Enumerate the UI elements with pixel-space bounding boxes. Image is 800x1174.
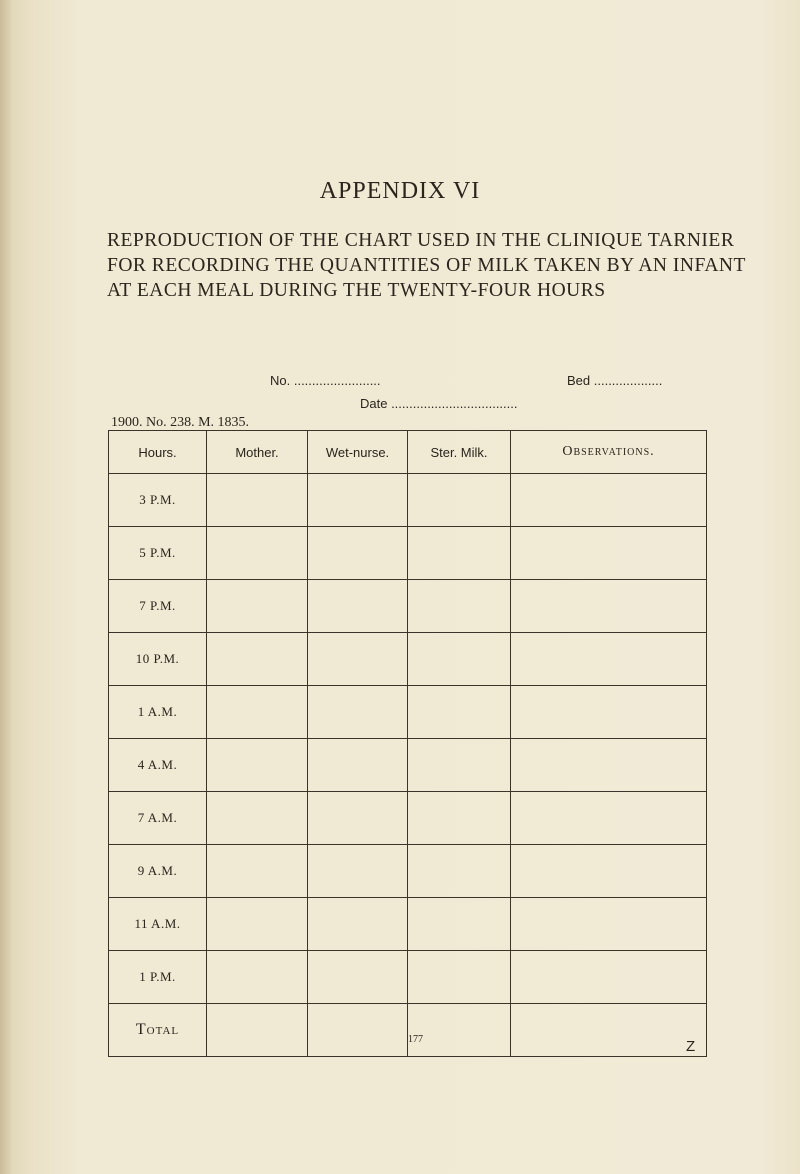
mother-cell [207, 951, 308, 1004]
mother-cell [207, 792, 308, 845]
observations-cell [511, 898, 707, 951]
observations-cell [511, 474, 707, 527]
table-row [109, 580, 707, 633]
ster-milk-cell [408, 792, 511, 845]
table-row [109, 845, 707, 898]
wet-nurse-total-cell [308, 1004, 408, 1057]
observations-cell [511, 633, 707, 686]
mother-cell [207, 580, 308, 633]
observations-cell [511, 527, 707, 580]
signature-mark: Z [686, 1038, 696, 1055]
wet-nurse-cell [308, 951, 408, 1004]
total-label: Total [109, 1004, 207, 1057]
header-wet-nurse: Wet-nurse. [308, 431, 408, 474]
mother-cell [207, 898, 308, 951]
hour-cell: 3 P.M. [109, 474, 207, 527]
wet-nurse-cell [308, 633, 408, 686]
wet-nurse-cell [308, 898, 408, 951]
ster-milk-cell [408, 633, 511, 686]
hour-cell: 9 A.M. [109, 845, 207, 898]
reference-line: 1900. No. 238. M. 1835. [111, 415, 250, 430]
ster-milk-cell [408, 898, 511, 951]
observations-cell [511, 951, 707, 1004]
page-number: 177 [408, 1034, 423, 1045]
wet-nurse-cell [308, 845, 408, 898]
ster-milk-cell [408, 474, 511, 527]
ster-milk-cell [408, 951, 511, 1004]
mother-cell [207, 739, 308, 792]
ster-milk-cell [408, 580, 511, 633]
hour-cell: 7 A.M. [109, 792, 207, 845]
mother-cell [207, 686, 308, 739]
observations-cell [511, 792, 707, 845]
hour-cell: 4 A.M. [109, 739, 207, 792]
hour-cell: 7 P.M. [109, 580, 207, 633]
header-hours: Hours. [109, 431, 207, 474]
table-row [109, 898, 707, 951]
table-row [109, 527, 707, 580]
date-field-label: Date ................................... [360, 396, 518, 411]
hour-cell: 1 P.M. [109, 951, 207, 1004]
ster-milk-cell [408, 527, 511, 580]
ster-milk-total-cell [408, 1004, 511, 1057]
table-header-row [109, 431, 707, 474]
observations-cell [511, 739, 707, 792]
total-row [109, 1004, 707, 1057]
table-row [109, 686, 707, 739]
number-field-label: No. ........................ [270, 373, 381, 388]
wet-nurse-cell [308, 686, 408, 739]
header-mother: Mother. [207, 431, 308, 474]
table-row [109, 792, 707, 845]
mother-cell [207, 633, 308, 686]
wet-nurse-cell [308, 527, 408, 580]
observations-total-cell [511, 1004, 707, 1057]
wet-nurse-cell [308, 580, 408, 633]
chart-subtitle: REPRODUCTION OF THE CHART USED IN THE CLINIQUE TARNIER FOR RECORDING THE QUANTITIES OF MILK TAKEN BY AN INFANT AT EACH MEAL DURING THE TWENTY-FOUR HOURS [107, 230, 746, 301]
wet-nurse-cell [308, 739, 408, 792]
ster-milk-cell [408, 845, 511, 898]
observations-cell [511, 580, 707, 633]
ster-milk-cell [408, 686, 511, 739]
mother-cell [207, 845, 308, 898]
wet-nurse-cell [308, 474, 408, 527]
table-row [109, 951, 707, 1004]
ster-milk-cell [408, 739, 511, 792]
mother-cell [207, 527, 308, 580]
page-spine-shadow [0, 0, 14, 1174]
hour-cell: 10 P.M. [109, 633, 207, 686]
header-observations: Observations. [511, 431, 707, 474]
header-ster-milk: Ster. Milk. [408, 431, 511, 474]
hour-cell: 5 P.M. [109, 527, 207, 580]
table-row [109, 739, 707, 792]
wet-nurse-cell [308, 792, 408, 845]
mother-total-cell [207, 1004, 308, 1057]
table-row [109, 474, 707, 527]
appendix-heading: APPENDIX VI [319, 178, 481, 204]
hour-cell: 1 A.M. [109, 686, 207, 739]
mother-cell [207, 474, 308, 527]
table-row [109, 633, 707, 686]
observations-cell [511, 686, 707, 739]
observations-cell [511, 845, 707, 898]
bed-field-label: Bed ................... [567, 373, 663, 388]
hour-cell: 11 A.M. [109, 898, 207, 951]
milk-quantity-chart [108, 430, 707, 1057]
